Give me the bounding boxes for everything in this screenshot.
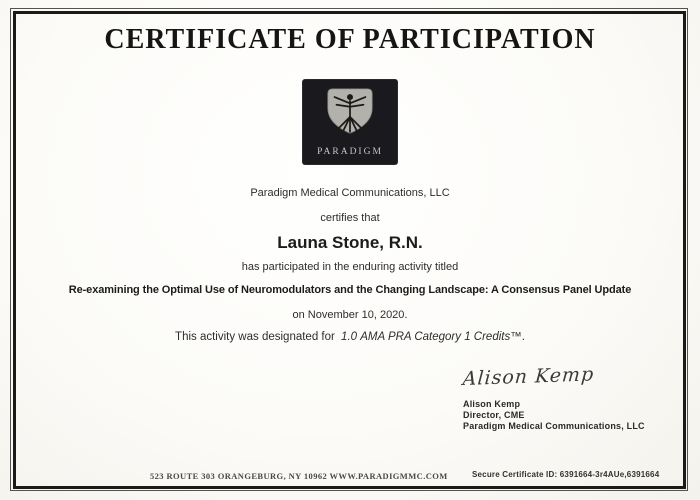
credits-statement [0, 331, 700, 343]
signatory-title: Director, CME [463, 410, 525, 420]
signatory-organization: Paradigm Medical Communications, LLC [463, 421, 645, 431]
issuer-address: 523 ROUTE 303 ORANGEBURG, NY 10962 WWW.PARADIGMMC.COM [150, 471, 448, 481]
activity-title: Re-examining the Optimal Use of Neuromodulators and the Changing Landscape: A Consensus Panel Update [68, 284, 632, 296]
credits-type: AMA PRA Category 1 Credits™ [360, 331, 522, 343]
activity-date: on November 10, 2020. [292, 309, 408, 321]
issuer-name: Paradigm Medical Communications, LLC [250, 187, 450, 199]
certifies-label: certifies that [320, 212, 380, 224]
secure-certificate-id-value: 6391664-3r4AUe,6391664 [559, 470, 660, 479]
signature-handwriting: Alison Kemp [462, 363, 595, 390]
paradigm-logo-wordmark: PARADIGM [317, 147, 383, 157]
certificate-title: CERTIFICATE OF PARTICIPATION [104, 24, 596, 55]
paradigm-logo [303, 80, 397, 164]
credits-suffix: . [521, 331, 525, 343]
credits-amount: 1.0 [341, 331, 358, 343]
signatory-name: Alison Kemp [463, 399, 521, 409]
vitruvian-man-shield-icon [319, 80, 381, 146]
secure-certificate-id [472, 470, 659, 479]
participation-label: has participated in the enduring activity titled [241, 261, 459, 273]
credits-prefix: This activity was designated for [175, 331, 335, 343]
recipient-name: Launa Stone, R.N. [277, 233, 423, 252]
secure-certificate-id-label: Secure Certificate ID: [472, 470, 558, 479]
